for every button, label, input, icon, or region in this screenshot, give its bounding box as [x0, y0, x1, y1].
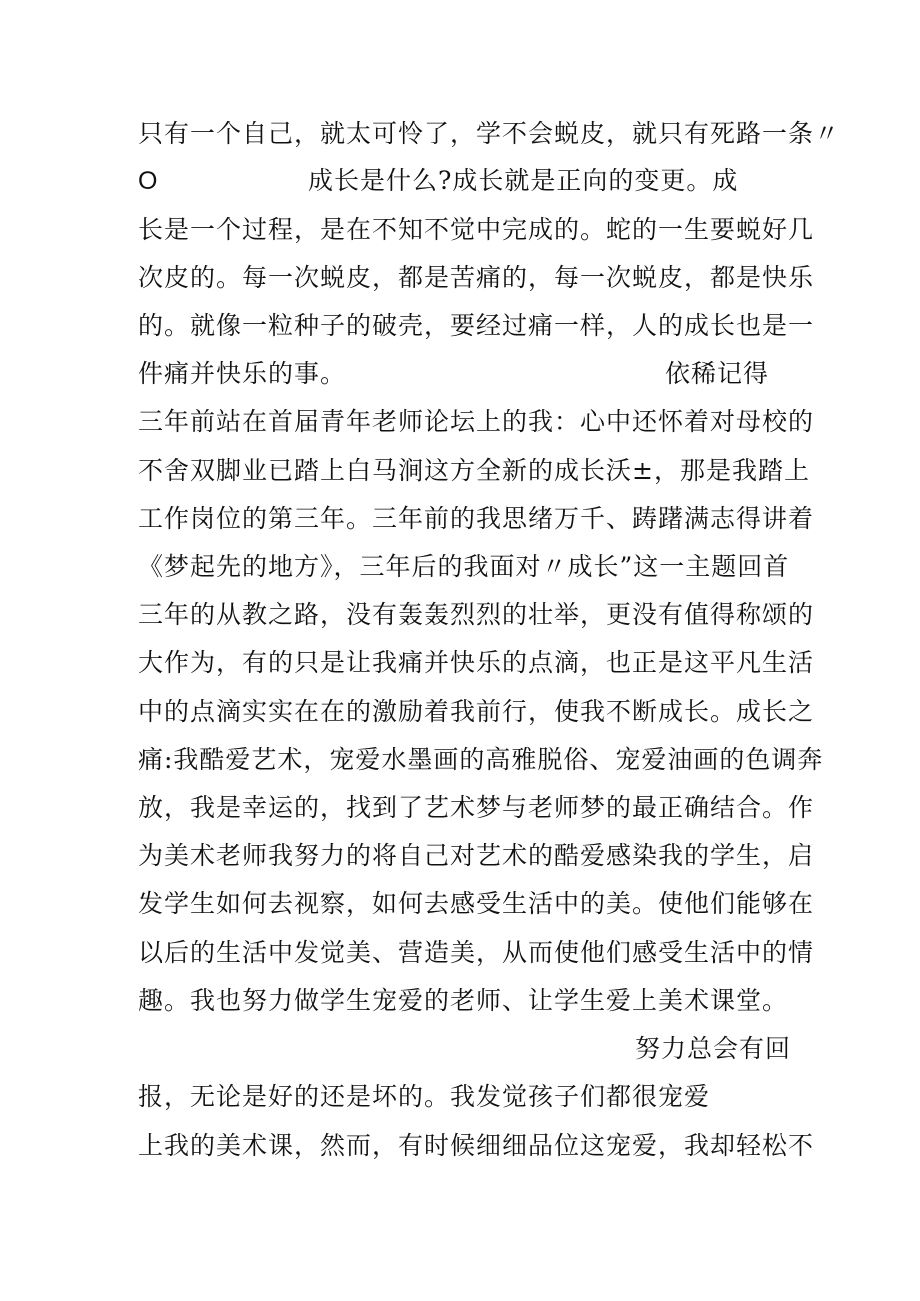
text-line-8: 不舍双脚业已踏上白马涧这方全新的成长沃±，那是我踏上 [138, 456, 810, 485]
text-line-14: 痛:我酷爱艺术，宠爱水墨画的高雅脱俗、宠爱油画的色调奔 [138, 745, 824, 774]
text-line-13: 中的点滴实实在在的激励着我前行，使我不断成长。成长之 [138, 697, 815, 726]
text-line-1: 只有一个自己，就太可怜了，学不会蜕皮，就只有死路一条〃 [138, 119, 841, 148]
text-line-15: 放，我是幸运的，找到了艺术梦与老师梦的最正确结合。作 [138, 793, 815, 822]
text-line-20-right: 努力总会有回 [635, 1034, 792, 1063]
text-line-10: 《梦起先的地方》，三年后的我面对〃成长”这一主题回首 [138, 552, 790, 581]
text-line-9: 工作岗位的第三年。三年前的我思绪万千、踌躇满志得讲着 [138, 504, 815, 533]
text-line-12: 大作为，有的只是让我痛并快乐的点滴，也正是这平凡生活 [138, 648, 815, 677]
text-line-3: 长是一个过程，是在不知不觉中完成的。蛇的一生要蜕好几 [138, 215, 815, 244]
text-line-22: 上我的美术课，然而，有时候细细品位这宠爱，我却轻松不 [138, 1131, 815, 1160]
text-line-6-right: 依稀记得 [665, 359, 770, 388]
text-line-18: 以后的生活中发觉美、营造美，从而使他们感受生活中的情 [138, 938, 815, 967]
text-line-4: 次皮的。每一次蜕皮，都是苦痛的，每一次蜕皮，都是快乐 [138, 263, 815, 292]
text-line-6: 件痛并快乐的事。 [138, 359, 347, 388]
text-line-7: 三年前站在首届青年老师论坛上的我：心中还怀着对母校的 [138, 407, 815, 436]
text-line-11: 三年的从教之路，没有轰轰烈烈的壮举，更没有值得称颂的 [138, 600, 815, 629]
text-line-2: 成长是什么?成长就是正向的变更。成 [308, 166, 739, 195]
text-line-21: 报，无论是好的还是坏的。我发觉孩子们都很宠爱 [138, 1082, 711, 1111]
text-line-19: 趣。我也努力做学生宠爱的老师、让学生爱上美术课堂。 [138, 986, 789, 1015]
text-line-17: 发学生如何去视察，如何去感受生活中的美。使他们能够在 [138, 889, 815, 918]
text-line-2-marker: O [138, 167, 159, 195]
text-line-5: 的。就像一粒种子的破壳，要经过痛一样，人的成长也是一 [138, 311, 815, 340]
text-line-16: 为美术老师我努力的将自己对艺术的酷爱感染我的学生，启 [138, 841, 815, 870]
